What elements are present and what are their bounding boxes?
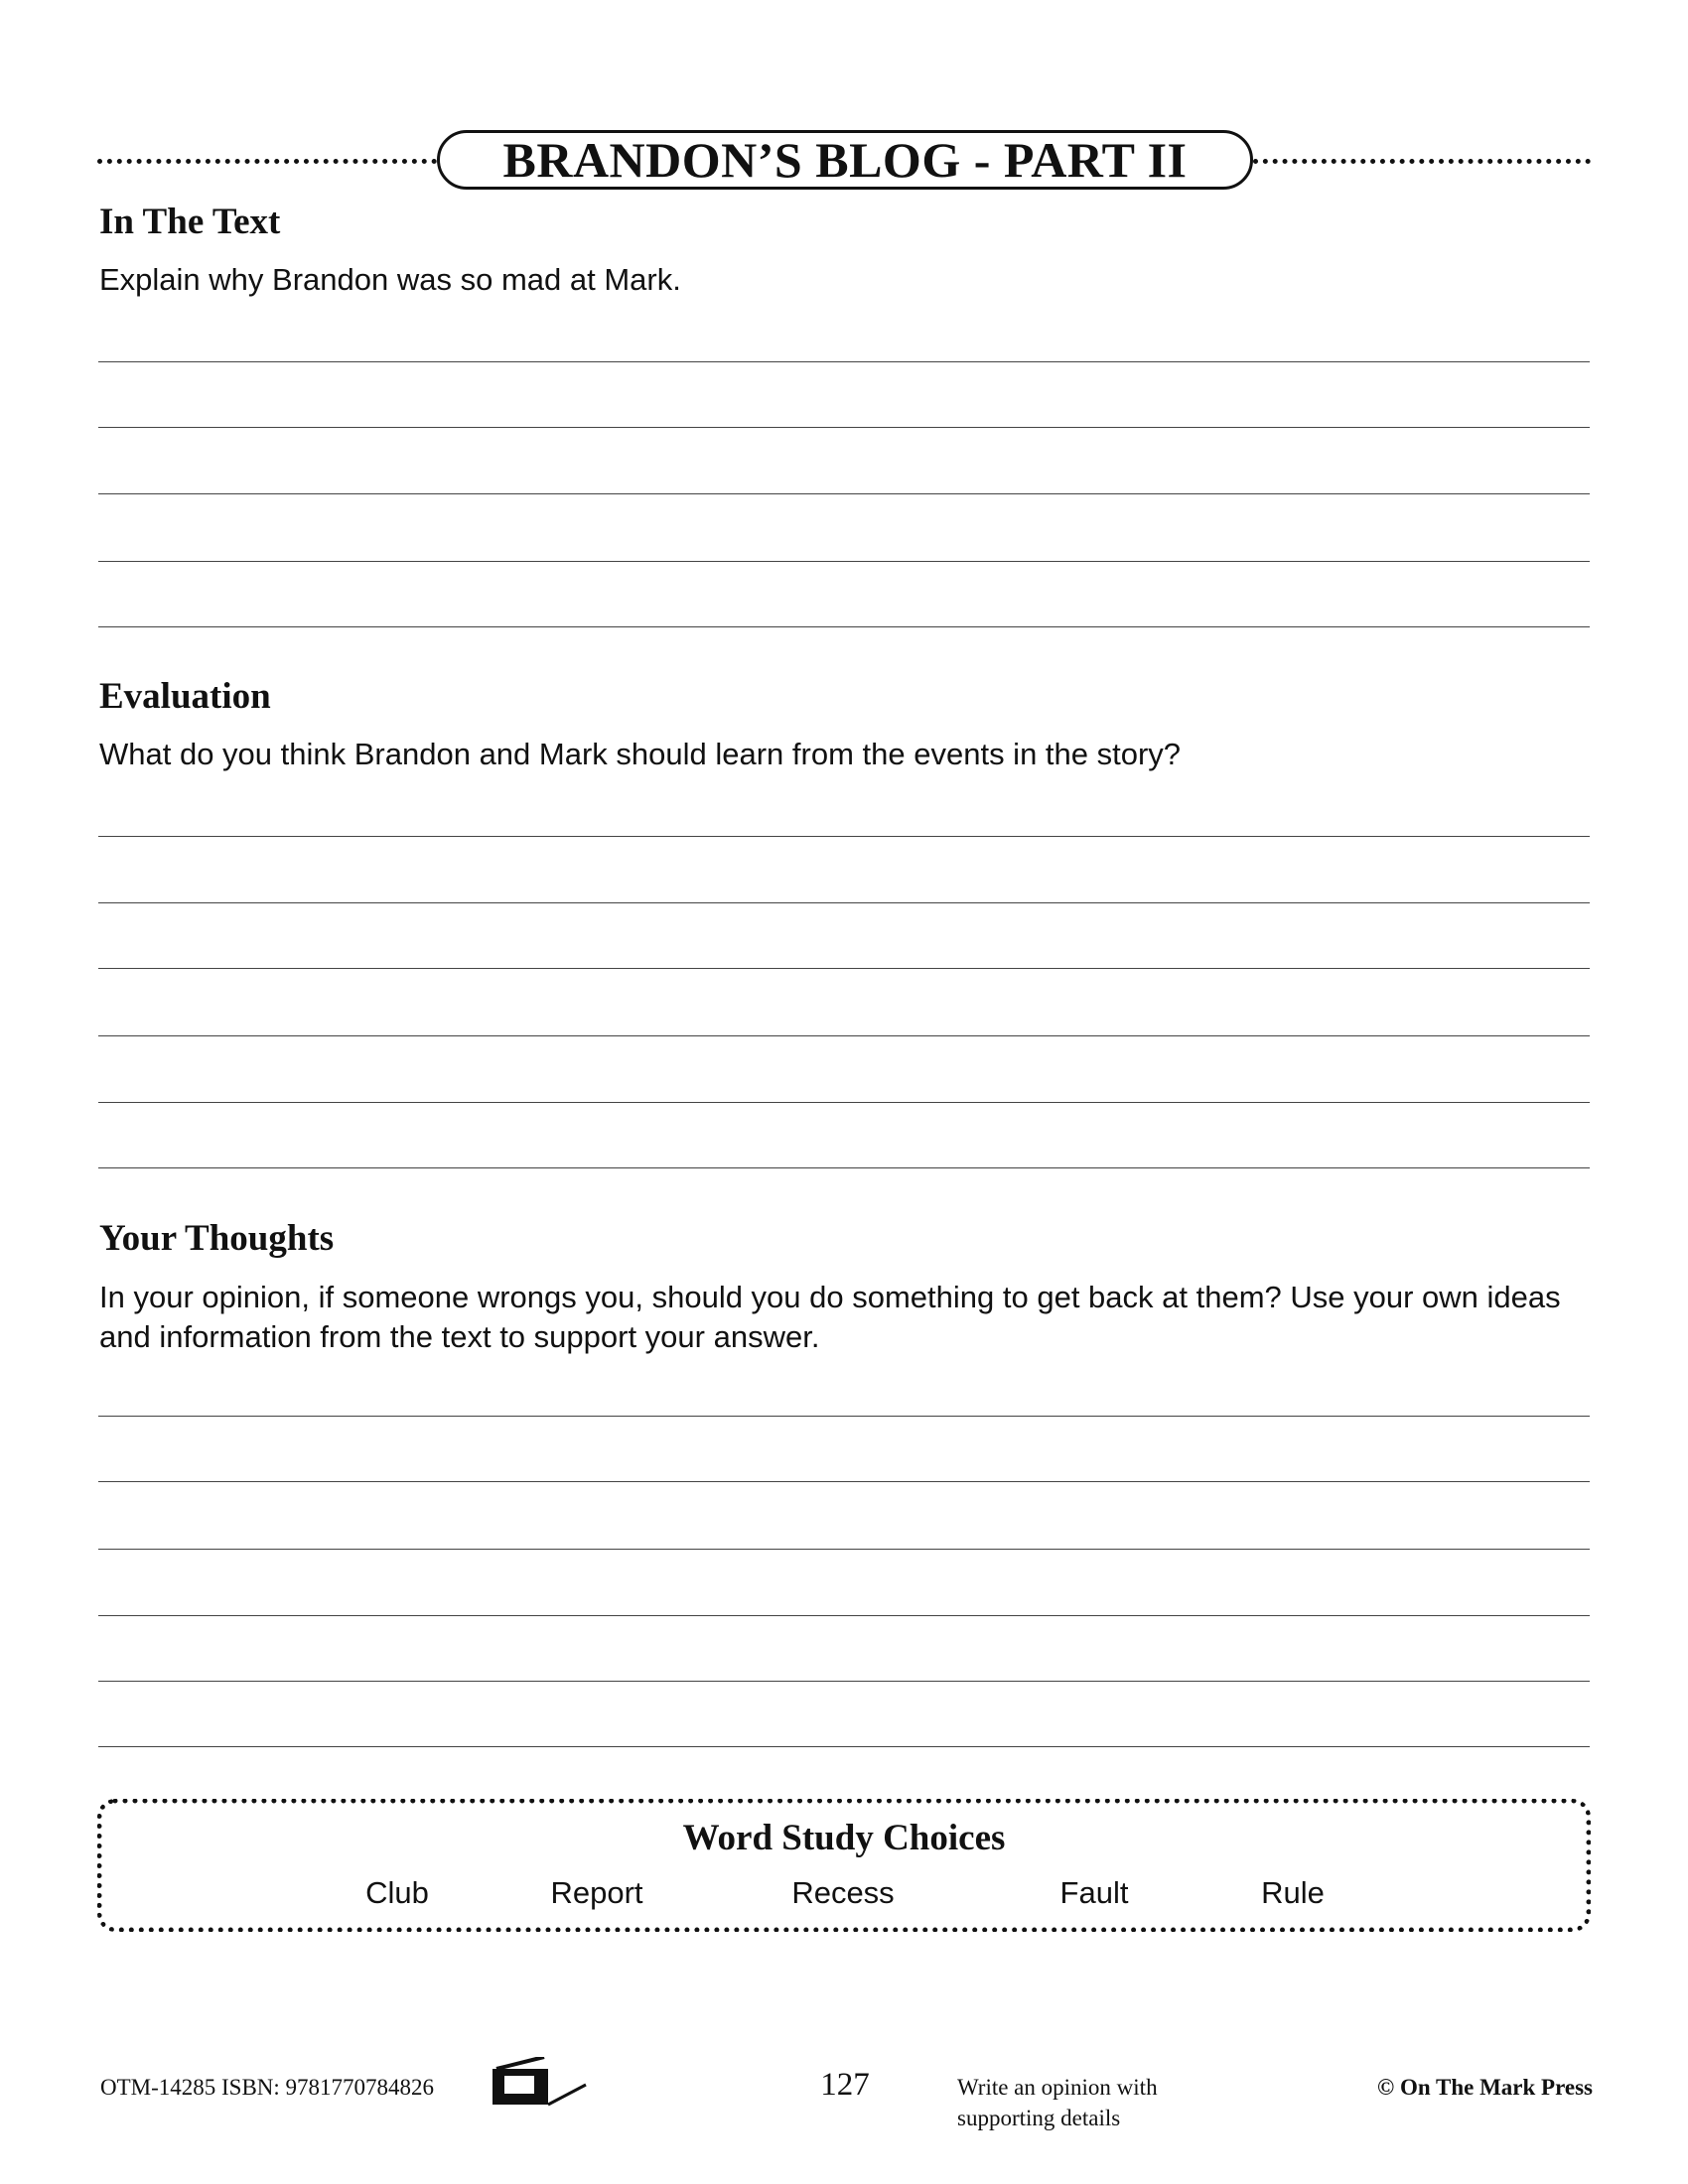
word-choice: Club	[365, 1875, 429, 1910]
copier-icon	[492, 2057, 587, 2107]
title-dotted-rule-left	[97, 159, 437, 164]
answer-line[interactable]	[98, 1746, 1590, 1747]
section-heading-in-the-text: In The Text	[99, 202, 281, 242]
standard-line-1: Write an opinion with	[957, 2075, 1158, 2100]
word-choice: Rule	[1261, 1875, 1325, 1910]
standard-line-2: supporting details	[957, 2106, 1121, 2130]
answer-line[interactable]	[98, 1481, 1590, 1482]
answer-line[interactable]	[98, 561, 1590, 562]
word-choice: Report	[550, 1875, 643, 1910]
answer-line[interactable]	[98, 361, 1590, 362]
section-heading-evaluation: Evaluation	[99, 676, 271, 717]
answer-line[interactable]	[98, 626, 1590, 627]
answer-line[interactable]	[98, 968, 1590, 969]
answer-line[interactable]	[98, 1167, 1590, 1168]
word-choice: Fault	[1059, 1875, 1129, 1910]
answer-line[interactable]	[98, 1549, 1590, 1550]
answer-line[interactable]	[98, 836, 1590, 837]
title-dotted-rule-right	[1253, 159, 1591, 164]
word-choice: Recess	[791, 1875, 895, 1910]
answer-line[interactable]	[98, 1615, 1590, 1616]
copyright: © On The Mark Press	[1377, 2075, 1593, 2100]
answer-line[interactable]	[98, 1102, 1590, 1103]
answer-line[interactable]	[98, 1416, 1590, 1417]
answer-line[interactable]	[98, 902, 1590, 903]
answer-line[interactable]	[98, 493, 1590, 494]
question-evaluation: What do you think Brandon and Mark should learn from the events in the story?	[99, 737, 1182, 771]
question-in-the-text: Explain why Brandon was so mad at Mark.	[99, 262, 681, 297]
page-title: BRANDON’S BLOG - PART II	[437, 130, 1253, 190]
section-heading-your-thoughts: Your Thoughts	[99, 1218, 335, 1259]
question-your-thoughts: In your opinion, if someone wrongs you, should you do something to get back at them? Use your own ideas and information from the text to support your answer.	[99, 1280, 1561, 1354]
answer-line[interactable]	[98, 1681, 1590, 1682]
page-number: 127	[820, 2067, 870, 2103]
product-code-isbn: OTM-14285 ISBN: 9781770784826	[100, 2075, 435, 2100]
answer-line[interactable]	[98, 427, 1590, 428]
word-study-title: Word Study Choices	[682, 1818, 1006, 1858]
answer-line[interactable]	[98, 1035, 1590, 1036]
